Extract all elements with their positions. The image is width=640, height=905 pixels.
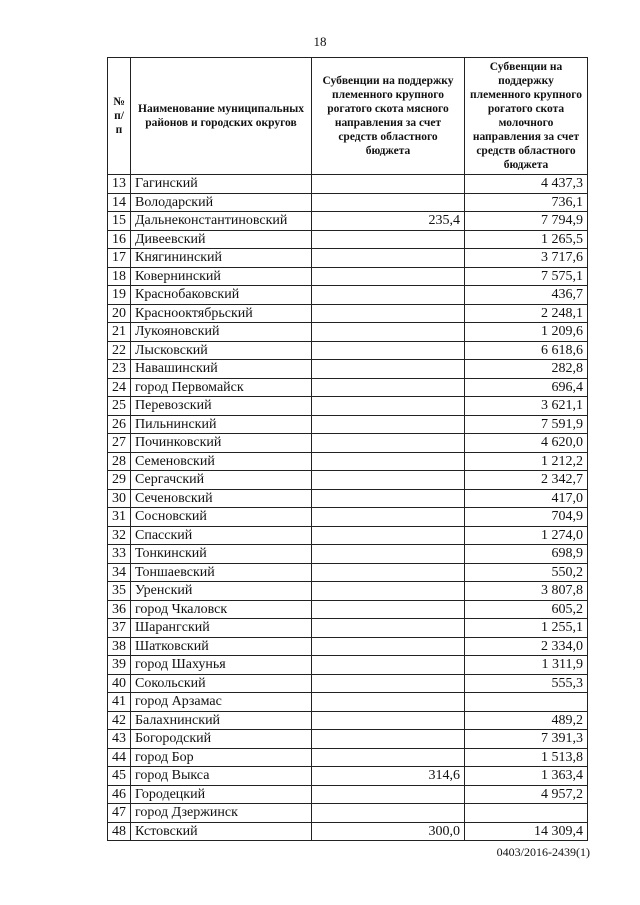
district-name: Семеновский	[131, 452, 312, 471]
row-number: 48	[108, 822, 131, 841]
table-row	[108, 397, 588, 416]
dairy-subsidy-value: 1 209,6	[465, 323, 588, 342]
meat-subsidy-value	[312, 711, 465, 730]
table-row	[108, 563, 588, 582]
table-row	[108, 508, 588, 527]
table-row	[108, 600, 588, 619]
row-number: 33	[108, 545, 131, 564]
row-number: 42	[108, 711, 131, 730]
table-row	[108, 452, 588, 471]
district-name: Городецкий	[131, 785, 312, 804]
table-row	[108, 730, 588, 749]
table-row	[108, 637, 588, 656]
dairy-subsidy-value: 1 255,1	[465, 619, 588, 638]
meat-subsidy-value	[312, 267, 465, 286]
row-number: 44	[108, 748, 131, 767]
district-name: город Чкаловск	[131, 600, 312, 619]
meat-subsidy-value	[312, 452, 465, 471]
meat-subsidy-value	[312, 230, 465, 249]
district-name: Спасский	[131, 526, 312, 545]
header-meat-subsidy: Субвенции на поддержку племенного крупного рогатого скота мясного направления за счет средств областного бюджета	[312, 58, 465, 175]
row-number: 31	[108, 508, 131, 527]
district-name: Краснооктябрьский	[131, 304, 312, 323]
district-name: Ковернинский	[131, 267, 312, 286]
row-number: 25	[108, 397, 131, 416]
table-row	[108, 175, 588, 194]
dairy-subsidy-value: 1 212,2	[465, 452, 588, 471]
district-name: Дивеевский	[131, 230, 312, 249]
table-row	[108, 415, 588, 434]
table-row	[108, 323, 588, 342]
dairy-subsidy-value: 4 957,2	[465, 785, 588, 804]
district-name: Володарский	[131, 193, 312, 212]
table-row	[108, 230, 588, 249]
page-number: 18	[313, 34, 327, 49]
district-name: Балахнинский	[131, 711, 312, 730]
table-row	[108, 526, 588, 545]
meat-subsidy-value	[312, 508, 465, 527]
meat-subsidy-value: 235,4	[312, 212, 465, 231]
row-number: 32	[108, 526, 131, 545]
meat-subsidy-value	[312, 286, 465, 305]
row-number: 36	[108, 600, 131, 619]
row-number: 35	[108, 582, 131, 601]
district-name: Краснобаковский	[131, 286, 312, 305]
row-number: 28	[108, 452, 131, 471]
document-code: 0403/2016-2439(1)	[496, 845, 590, 859]
table-row	[108, 434, 588, 453]
meat-subsidy-value	[312, 360, 465, 379]
district-name: Кстовский	[131, 822, 312, 841]
row-number: 20	[108, 304, 131, 323]
dairy-subsidy-value	[465, 804, 588, 823]
dairy-subsidy-value: 696,4	[465, 378, 588, 397]
meat-subsidy-value: 300,0	[312, 822, 465, 841]
meat-subsidy-value	[312, 415, 465, 434]
dairy-subsidy-value: 550,2	[465, 563, 588, 582]
district-name: Шатковский	[131, 637, 312, 656]
dairy-subsidy-value: 417,0	[465, 489, 588, 508]
meat-subsidy-value: 314,6	[312, 767, 465, 786]
row-number: 13	[108, 175, 131, 194]
table-row	[108, 193, 588, 212]
table-header-row	[108, 58, 588, 175]
table-row	[108, 748, 588, 767]
table-row	[108, 267, 588, 286]
table-body	[108, 175, 588, 841]
meat-subsidy-value	[312, 489, 465, 508]
meat-subsidy-value	[312, 563, 465, 582]
dairy-subsidy-value: 3 717,6	[465, 249, 588, 268]
district-name: Дальнеконстантиновский	[131, 212, 312, 231]
row-number: 37	[108, 619, 131, 638]
header-dairy-subsidy: Субвенции на поддержку племенного крупного рогатого скота молочного направления за счет средств областного бюджета	[465, 58, 588, 175]
district-name: Лысковский	[131, 341, 312, 360]
row-number: 34	[108, 563, 131, 582]
dairy-subsidy-value: 736,1	[465, 193, 588, 212]
dairy-subsidy-value: 605,2	[465, 600, 588, 619]
table-row	[108, 378, 588, 397]
dairy-subsidy-value: 1 363,4	[465, 767, 588, 786]
dairy-subsidy-value: 4 620,0	[465, 434, 588, 453]
dairy-subsidy-value: 7 575,1	[465, 267, 588, 286]
row-number: 45	[108, 767, 131, 786]
row-number: 40	[108, 674, 131, 693]
row-number: 18	[108, 267, 131, 286]
table-row	[108, 693, 588, 712]
meat-subsidy-value	[312, 730, 465, 749]
meat-subsidy-value	[312, 304, 465, 323]
row-number: 26	[108, 415, 131, 434]
district-name: Пильнинский	[131, 415, 312, 434]
meat-subsidy-value	[312, 193, 465, 212]
table-row	[108, 674, 588, 693]
meat-subsidy-value	[312, 175, 465, 194]
dairy-subsidy-value: 698,9	[465, 545, 588, 564]
dairy-subsidy-value: 7 794,9	[465, 212, 588, 231]
row-number: 16	[108, 230, 131, 249]
district-name: город Арзамас	[131, 693, 312, 712]
row-number: 14	[108, 193, 131, 212]
row-number: 38	[108, 637, 131, 656]
district-name: Сеченовский	[131, 489, 312, 508]
district-name: Уренский	[131, 582, 312, 601]
header-name: Наименование муниципальных районов и городских округов	[131, 58, 312, 175]
table-row	[108, 582, 588, 601]
row-number: 41	[108, 693, 131, 712]
meat-subsidy-value	[312, 693, 465, 712]
meat-subsidy-value	[312, 378, 465, 397]
dairy-subsidy-value: 2 334,0	[465, 637, 588, 656]
dairy-subsidy-value: 555,3	[465, 674, 588, 693]
dairy-subsidy-value: 1 274,0	[465, 526, 588, 545]
row-number: 29	[108, 471, 131, 490]
meat-subsidy-value	[312, 785, 465, 804]
header-number: № п/п	[108, 58, 131, 175]
row-number: 47	[108, 804, 131, 823]
district-name: город Дзержинск	[131, 804, 312, 823]
table-row	[108, 785, 588, 804]
row-number: 21	[108, 323, 131, 342]
dairy-subsidy-value: 1 265,5	[465, 230, 588, 249]
table-row	[108, 341, 588, 360]
district-name: Сергачский	[131, 471, 312, 490]
district-name: Гагинский	[131, 175, 312, 194]
row-number: 43	[108, 730, 131, 749]
row-number: 30	[108, 489, 131, 508]
district-name: Перевозский	[131, 397, 312, 416]
row-number: 19	[108, 286, 131, 305]
meat-subsidy-value	[312, 656, 465, 675]
table-row	[108, 804, 588, 823]
dairy-subsidy-value: 7 391,3	[465, 730, 588, 749]
meat-subsidy-value	[312, 397, 465, 416]
dairy-subsidy-value: 14 309,4	[465, 822, 588, 841]
table-row	[108, 545, 588, 564]
meat-subsidy-value	[312, 804, 465, 823]
table-row	[108, 471, 588, 490]
table-row	[108, 767, 588, 786]
district-name: Сокольский	[131, 674, 312, 693]
district-name: город Первомайск	[131, 378, 312, 397]
district-name: город Бор	[131, 748, 312, 767]
meat-subsidy-value	[312, 582, 465, 601]
district-name: Лукояновский	[131, 323, 312, 342]
table-row	[108, 619, 588, 638]
district-name: Княгининский	[131, 249, 312, 268]
dairy-subsidy-value: 704,9	[465, 508, 588, 527]
table-row	[108, 212, 588, 231]
row-number: 22	[108, 341, 131, 360]
row-number: 15	[108, 212, 131, 231]
district-name: Навашинский	[131, 360, 312, 379]
table-row	[108, 656, 588, 675]
meat-subsidy-value	[312, 341, 465, 360]
dairy-subsidy-value: 436,7	[465, 286, 588, 305]
dairy-subsidy-value: 282,8	[465, 360, 588, 379]
table-row	[108, 286, 588, 305]
dairy-subsidy-value: 1 311,9	[465, 656, 588, 675]
row-number: 46	[108, 785, 131, 804]
row-number: 39	[108, 656, 131, 675]
table-row	[108, 304, 588, 323]
row-number: 17	[108, 249, 131, 268]
district-name: город Шахунья	[131, 656, 312, 675]
dairy-subsidy-value: 2 248,1	[465, 304, 588, 323]
table-row	[108, 711, 588, 730]
row-number: 23	[108, 360, 131, 379]
meat-subsidy-value	[312, 471, 465, 490]
row-number: 27	[108, 434, 131, 453]
meat-subsidy-value	[312, 748, 465, 767]
dairy-subsidy-value: 1 513,8	[465, 748, 588, 767]
dairy-subsidy-value: 4 437,3	[465, 175, 588, 194]
district-name: Починковский	[131, 434, 312, 453]
meat-subsidy-value	[312, 545, 465, 564]
meat-subsidy-value	[312, 249, 465, 268]
district-name: Богородский	[131, 730, 312, 749]
table-row	[108, 249, 588, 268]
table-row	[108, 360, 588, 379]
district-name: Тонкинский	[131, 545, 312, 564]
meat-subsidy-value	[312, 637, 465, 656]
meat-subsidy-value	[312, 526, 465, 545]
dairy-subsidy-value: 3 621,1	[465, 397, 588, 416]
dairy-subsidy-value: 3 807,8	[465, 582, 588, 601]
row-number: 24	[108, 378, 131, 397]
district-name: Сосновский	[131, 508, 312, 527]
table-row	[108, 822, 588, 841]
district-name: Тоншаевский	[131, 563, 312, 582]
dairy-subsidy-value	[465, 693, 588, 712]
dairy-subsidy-value: 6 618,6	[465, 341, 588, 360]
district-name: город Выкса	[131, 767, 312, 786]
meat-subsidy-value	[312, 600, 465, 619]
meat-subsidy-value	[312, 434, 465, 453]
meat-subsidy-value	[312, 619, 465, 638]
meat-subsidy-value	[312, 674, 465, 693]
dairy-subsidy-value: 489,2	[465, 711, 588, 730]
meat-subsidy-value	[312, 323, 465, 342]
district-name: Шарангский	[131, 619, 312, 638]
dairy-subsidy-value: 7 591,9	[465, 415, 588, 434]
table-row	[108, 489, 588, 508]
dairy-subsidy-value: 2 342,7	[465, 471, 588, 490]
subsidy-table	[107, 57, 588, 841]
